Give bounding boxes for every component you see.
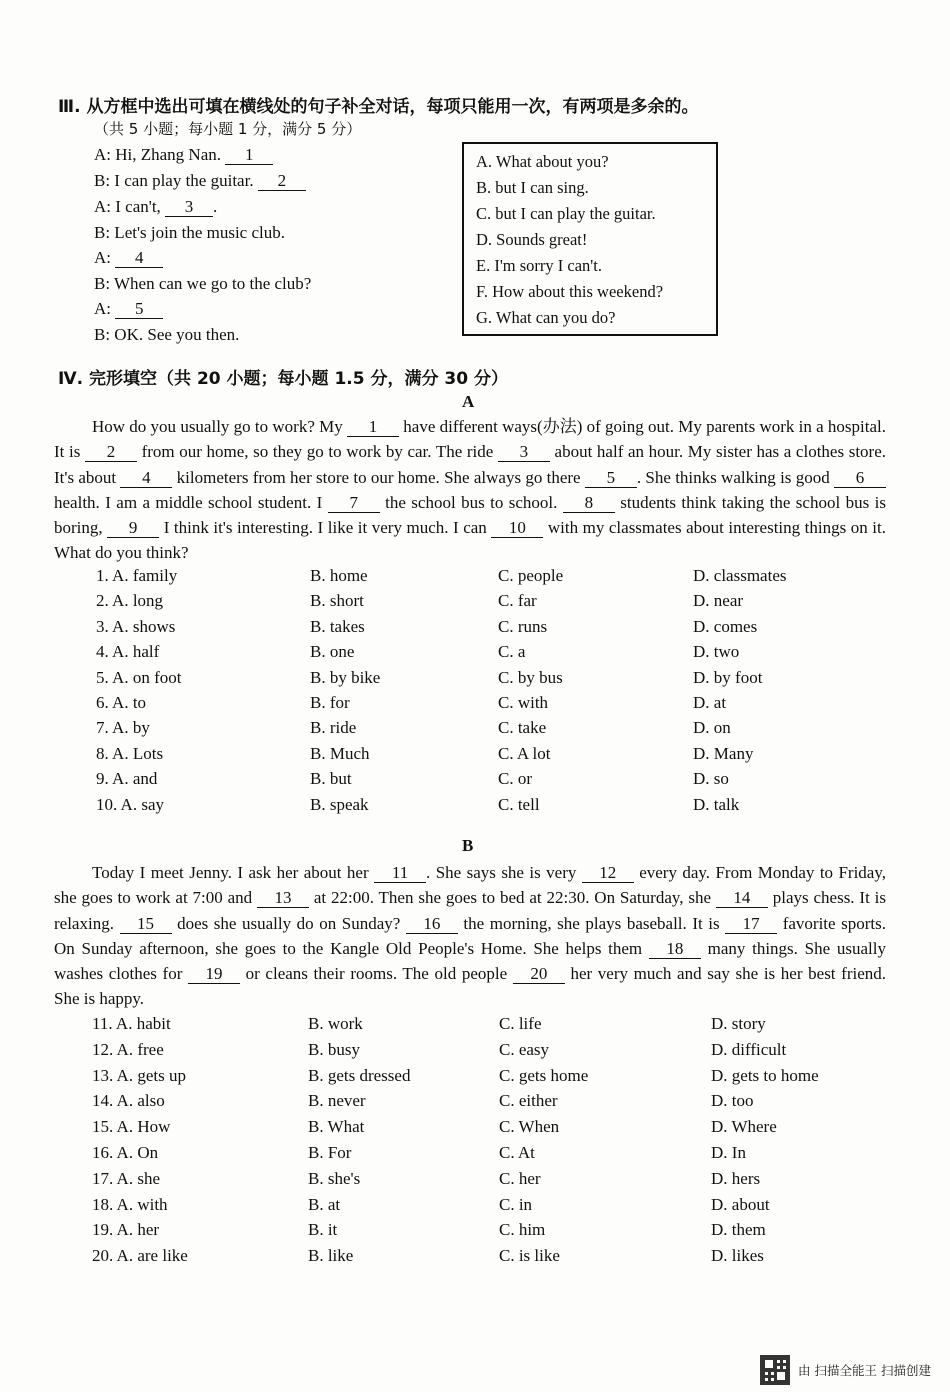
question-item: 18. A. with	[92, 1194, 168, 1214]
answer-option: B. she's	[308, 1168, 361, 1188]
answer-option: C. with	[498, 693, 549, 712]
answer-option: B. short	[310, 591, 364, 611]
option-item: G. What can you do?	[476, 308, 616, 327]
answer-option: C. When	[499, 1117, 560, 1137]
passage-blank: 19	[188, 965, 240, 984]
answer-option: C. easy	[499, 1039, 550, 1059]
passage-text: about half an hour. My sister has a clothes store. It's about	[54, 442, 886, 487]
passage-blank: 18	[649, 940, 701, 959]
answer-option: D. story	[711, 1014, 766, 1033]
dialogue-line	[94, 299, 163, 319]
answer-option: C. take	[498, 718, 547, 738]
question-item: 17. A. she	[92, 1168, 160, 1188]
dialogue-text: B: When can we go to the club?	[94, 274, 312, 293]
dialogue-text: A:	[94, 299, 116, 318]
section-3-note: （共 5 小题；每小题 1 分，满分 5 分）	[94, 120, 362, 138]
answer-option: C. runs	[498, 616, 548, 636]
dialogue-text: .	[213, 197, 218, 216]
answer-option: B. What	[308, 1117, 365, 1137]
answer-option: C. tell	[498, 794, 540, 814]
passage-blank: 15	[120, 915, 172, 934]
answer-option: D. two	[693, 642, 740, 662]
passage-text: health. I am a middle school student. I	[54, 492, 328, 512]
passage-text: the school bus to school.	[379, 492, 563, 512]
answer-option: D. likes	[711, 1246, 764, 1266]
question-item: 1. A. family	[96, 566, 178, 585]
option-item: B. but I can sing.	[476, 178, 589, 197]
question-item: 13. A. gets up	[92, 1065, 186, 1085]
passage-text: at 22:00. Then she goes to bed at 22:30. On Saturday, she	[309, 888, 716, 908]
answer-option: C. by bus	[498, 667, 563, 687]
dialogue-text: A: I can't,	[94, 197, 166, 216]
dialogue-line	[94, 248, 163, 268]
question-item: 19. A. her	[92, 1220, 160, 1240]
section-3-title: Ⅲ. 从方框中选出可填在横线处的句子补全对话，每项只能用一次，有两项是多余的。	[58, 97, 699, 117]
passage-text: kilometers from her store to our home. She always go there	[172, 467, 585, 487]
answer-blank: 1	[225, 146, 273, 165]
dialogue-line	[94, 223, 285, 243]
passage-text: students think taking the school bus is boring,	[54, 492, 886, 538]
watermark-text: 由 扫描全能王 扫描创建	[798, 1363, 931, 1378]
answer-option: B. by bike	[310, 667, 381, 687]
answer-option: D. too	[711, 1091, 754, 1111]
passage-text: I think it's interesting. I like it very much. I can	[159, 518, 492, 538]
answer-option: D. them	[711, 1220, 766, 1240]
answer-option: B. like	[308, 1246, 354, 1266]
answer-option: B. at	[308, 1194, 341, 1214]
passage-text: How do you usually go to work? My	[92, 417, 348, 436]
question-item: 9. A. and	[96, 769, 158, 789]
question-item: 12. A. free	[92, 1039, 164, 1059]
answer-option: C. is like	[499, 1246, 560, 1266]
answer-option: B. For	[308, 1143, 352, 1162]
answer-option: D. at	[693, 693, 727, 712]
dialogue-line	[94, 325, 239, 345]
option-item: C. but I can play the guitar.	[476, 204, 656, 223]
answer-option: D. gets to home	[711, 1065, 819, 1085]
passage-blank: 14	[716, 889, 768, 908]
passage-text: from our home, so they go to work by car. The ride	[136, 442, 498, 462]
passage-text: her very much and say she is her best friend. She is happy.	[54, 964, 887, 1009]
answer-blank: 5	[115, 300, 163, 319]
question-item: 8. A. Lots	[96, 743, 164, 763]
question-item: 11. A. habit	[92, 1014, 171, 1033]
passage-blank: 10	[491, 519, 543, 538]
question-item: 14. A. also	[92, 1091, 165, 1111]
passage-blank: 16	[406, 915, 458, 934]
passage-blank: 2	[85, 443, 137, 462]
passage-text: many things. She usually washes clothes for	[54, 938, 886, 984]
part-a-letter: A	[462, 392, 475, 411]
answer-option: D. by foot	[693, 667, 763, 687]
answer-option: D. In	[711, 1143, 746, 1162]
dialogue-text: B: Let's join the music club.	[94, 223, 285, 242]
question-item: 16. A. On	[92, 1143, 159, 1162]
answer-option: B. ride	[310, 718, 357, 738]
answer-option: B. Much	[310, 743, 370, 763]
answer-option: C. either	[499, 1091, 558, 1111]
option-item: E. I'm sorry I can't.	[476, 256, 602, 275]
answer-option: B. for	[310, 693, 350, 712]
option-item: A. What about you?	[476, 152, 609, 171]
answer-option: D. difficult	[711, 1039, 787, 1059]
passage-text: . She thinks walking is good	[636, 467, 834, 487]
answer-option: C. far	[498, 591, 537, 611]
passage-blank: 8	[563, 494, 615, 513]
answer-option: B. speak	[310, 794, 369, 814]
answer-option: C. gets home	[499, 1065, 589, 1085]
passage-b	[54, 860, 886, 1012]
passage-blank: 4	[120, 469, 172, 488]
dialogue-line	[94, 274, 311, 294]
question-item: 10. A. say	[96, 794, 164, 814]
dialogue-text: A: Hi, Zhang Nan.	[94, 145, 226, 164]
passage-blank: 9	[107, 519, 159, 538]
passage-blank: 6	[834, 469, 886, 488]
passage-blank: 7	[328, 494, 380, 513]
answer-option: D. Where	[711, 1117, 777, 1137]
passage-text: . She says she is very	[426, 863, 582, 882]
answer-blank: 2	[258, 172, 306, 191]
answer-option: D. about	[711, 1194, 770, 1214]
answer-option: C. a	[498, 642, 526, 662]
passage-blank: 17	[725, 915, 777, 934]
passage-a	[54, 414, 886, 566]
answer-option: C. him	[499, 1220, 546, 1240]
answer-option: D. on	[693, 718, 731, 738]
part-b-letter: B	[462, 836, 474, 855]
answer-blank: 4	[115, 249, 163, 268]
answer-option: C. life	[499, 1014, 542, 1033]
answer-option: D. comes	[693, 616, 758, 636]
question-item: 20. A. are like	[92, 1246, 188, 1266]
answer-blank: 3	[165, 198, 213, 217]
option-item: F. How about this weekend?	[476, 282, 664, 301]
question-item: 6. A. to	[96, 693, 147, 712]
question-item: 15. A. How	[92, 1117, 171, 1137]
question-item: 5. A. on foot	[96, 667, 182, 687]
answer-option: B. busy	[308, 1039, 360, 1059]
passage-text: with my classmates about interesting things on it. What do you think?	[54, 518, 887, 563]
answer-option: B. it	[308, 1220, 338, 1240]
passage-blank: 11	[374, 864, 426, 883]
answer-option: B. home	[310, 566, 368, 585]
dialogue-line	[94, 171, 306, 191]
answer-option: C. or	[498, 769, 532, 789]
question-item: 2. A. long	[96, 591, 164, 611]
answer-option: C. her	[499, 1168, 541, 1188]
answer-option: D. so	[693, 769, 729, 789]
passage-blank: 1	[347, 418, 399, 437]
passage-blank: 5	[585, 469, 637, 488]
answer-option: D. near	[693, 591, 744, 611]
answer-option: B. one	[310, 642, 355, 662]
option-item: D. Sounds great!	[476, 230, 588, 249]
passage-text: does she usually do on Sunday?	[171, 913, 406, 933]
dialogue-line	[94, 145, 273, 165]
answer-option: D. talk	[693, 794, 740, 814]
dialogue-line	[94, 197, 217, 217]
passage-text: have different ways(办法) of going out. My parents work in a hospital. It is	[54, 417, 887, 462]
answer-option: B. takes	[310, 616, 365, 636]
dialogue-text: B: I can play the guitar.	[94, 171, 258, 190]
passage-blank: 13	[257, 889, 309, 908]
passage-text: plays chess. It is relaxing.	[54, 888, 886, 933]
options-box	[462, 142, 718, 336]
scanner-watermark	[760, 1355, 940, 1387]
answer-option: B. never	[308, 1091, 366, 1111]
passage-blank: 3	[498, 443, 550, 462]
passage-text: every day. From Monday to Friday, she goes to work at 7:00 and	[54, 863, 886, 908]
answer-option: C. in	[499, 1194, 533, 1214]
answer-option: B. gets dressed	[308, 1065, 411, 1085]
answer-option: C. A lot	[498, 743, 551, 763]
passage-blank: 20	[513, 965, 565, 984]
question-item: 3. A. shows	[96, 616, 176, 636]
dialogue-text: A:	[94, 248, 116, 267]
passage-text: Today I meet Jenny. I ask her about her	[92, 863, 375, 882]
section-4-title: Ⅳ. 完形填空（共 20 小题；每小题 1.5 分，满分 30 分）	[58, 369, 508, 389]
answer-option: C. At	[499, 1143, 535, 1162]
answer-option: B. work	[308, 1014, 363, 1033]
question-item: 4. A. half	[96, 642, 160, 662]
passage-text: the morning, she plays baseball. It is	[457, 913, 726, 933]
answer-option: B. but	[310, 769, 352, 789]
passage-text: or cleans their rooms. The old people	[240, 964, 513, 984]
answer-option: D. classmates	[693, 566, 787, 585]
answer-option: D. Many	[693, 743, 754, 763]
dialogue-text: B: OK. See you then.	[94, 325, 240, 344]
passage-text: favorite sports. On Sunday afternoon, she goes to the Kangle Old People's Home. She helps them	[54, 913, 886, 958]
passage-blank: 12	[582, 864, 634, 883]
answer-option: D. hers	[711, 1168, 761, 1188]
answer-option: C. people	[498, 566, 564, 585]
question-item: 7. A. by	[96, 718, 150, 738]
qr-code-icon	[760, 1355, 790, 1385]
